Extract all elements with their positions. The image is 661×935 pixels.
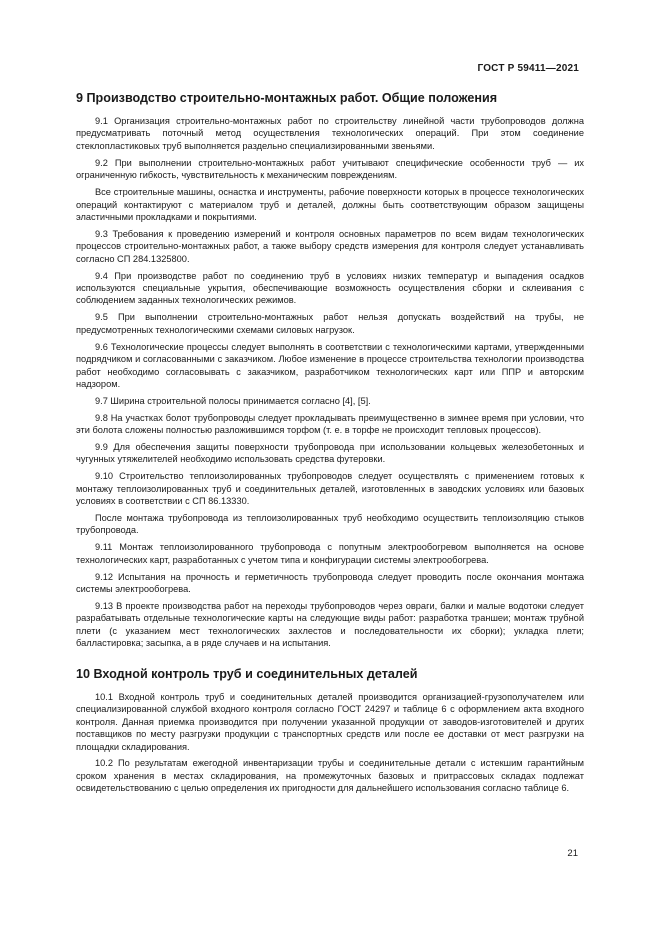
paragraph: 10.2 По результатам ежегодной инвентаризации трубы и соединительные детали с истекшим гарантийным сроком хранения в местах складирования, на промежуточных базовых и притрассовых складах подлежат освидетельствованию с целью определения их пригодности для дальнейшего использования согласно таблице 6. bbox=[76, 758, 584, 794]
standard-code: ГОСТ Р 59411—2021 bbox=[477, 63, 579, 74]
paragraph: 9.12 Испытания на прочность и герметичность трубопровода следует проводить после окончания монтажа системы электрообогрева. bbox=[76, 571, 584, 595]
paragraph: 9.9 Для обеспечения защиты поверхности трубопровода при использовании кольцевых железобетонных и чугунных утяжелителей необходимо использовать средства футеровки. bbox=[76, 441, 584, 465]
section-9-body bbox=[76, 115, 584, 650]
paragraph: 9.13 В проекте производства работ на переходы трубопроводов через овраги, балки и малые водотоки следует разрабатывать отдельные технологические карты на следующие виды работ: разработка траншеи; монтаж трубной плети (с указанием мест технологических захлестов и последовательности их сборки); укладка плети; балластировка; засыпка, а в ряде случаев и на испытания. bbox=[76, 600, 584, 649]
section-10-body bbox=[76, 691, 584, 795]
page-number: 21 bbox=[567, 848, 578, 859]
paragraph: 9.8 На участках болот трубопроводы следует прокладывать преимущественно в зимнее время при условии, что эти болота сложены полностью разложившимся торфом (т. е. в торфе не происходит тепловых процессов). bbox=[76, 412, 584, 436]
paragraph: 9.4 При производстве работ по соединению труб в условиях низких температур и выпадения осадков используются специальные укрытия, обеспечивающие возможность осуществления сборки и склеивания с соблюдением заданных технологических режимов. bbox=[76, 270, 584, 306]
paragraph: 9.3 Требования к проведению измерений и контроля основных параметров по всем видам технологических процессов строительно-монтажных работ, а также выбору средств измерения для контроля следует устанавливать согласно СП 284.1325800. bbox=[76, 228, 584, 264]
paragraph: 9.7 Ширина строительной полосы принимается согласно [4], [5]. bbox=[95, 395, 371, 406]
paragraph: 9.5 При выполнении строительно-монтажных работ нельзя допускать воздействий на трубы, не предусмотренных технологическими схемами силовых нагрузок. bbox=[76, 312, 584, 335]
paragraph: 9.6 Технологические процессы следует выполнять в соответствии с технологическими картами, утвержденными подрядчиком и согласованными с заказчиком. Любое изменение в процессе строительства технологии производства работ необходимо согласовывать с заказчиком, разработчиком технологических карт или ППР и авторским надзором. bbox=[76, 341, 584, 389]
paragraph: 10.1 Входной контроль труб и соединительных деталей производится организацией-грузополучателем или специализированной службой входного контроля согласно ГОСТ 24297 и таблице 6 с оформлением акта входного контроля. Данная приемка производится при получении указанной продукции от заводов-изготовителей и других поставщиков по месту разгрузки продукции с транспортных средств или после ее доставки от мест разгрузки на площадки складирования. bbox=[76, 691, 584, 752]
paragraph: 9.11 Монтаж теплоизолированного трубопровода с попутным электрообогревом выполняется на основе технологических карт, разработанных с учетом типа и конфигурации системы электрообогрева. bbox=[76, 542, 584, 565]
section-10-title: 10 Входной контроль труб и соединительных деталей bbox=[76, 666, 418, 681]
page-content bbox=[76, 90, 584, 799]
paragraph: Все строительные машины, оснастка и инструменты, рабочие поверхности которых в процессе технологических операций контактируют с материалом труб и деталей, должны быть соответствующим образом защищены эластичными прокладками и покрытиями. bbox=[76, 187, 584, 222]
paragraph: 9.2 При выполнении строительно-монтажных работ учитывают специфические особенности труб — их ограниченную гибкость, чувствительность к механическим повреждениям. bbox=[76, 157, 584, 181]
paragraph: 9.1 Организация строительно-монтажных работ по строительству линейной части трубопроводов должна предусматривать поточный метод осуществления технологических операций. При этом соединение стеклопластиковых труб выполняется раздельно специализированными звеньями. bbox=[76, 116, 584, 151]
paragraph: После монтажа трубопровода из теплоизолированных труб необходимо осуществить теплоизоляцию стыков трубопровода. bbox=[76, 512, 584, 536]
section-9-title: 9 Производство строительно-монтажных работ. Общие положения bbox=[76, 91, 498, 105]
paragraph: 9.10 Строительство теплоизолированных трубопроводов следует осуществлять с применением готовых к монтажу теплоизолированных труб и соединительных деталей, изготовленных в заводских условиях или базовых условиях в соответствии с СП 86.13330. bbox=[76, 471, 584, 507]
